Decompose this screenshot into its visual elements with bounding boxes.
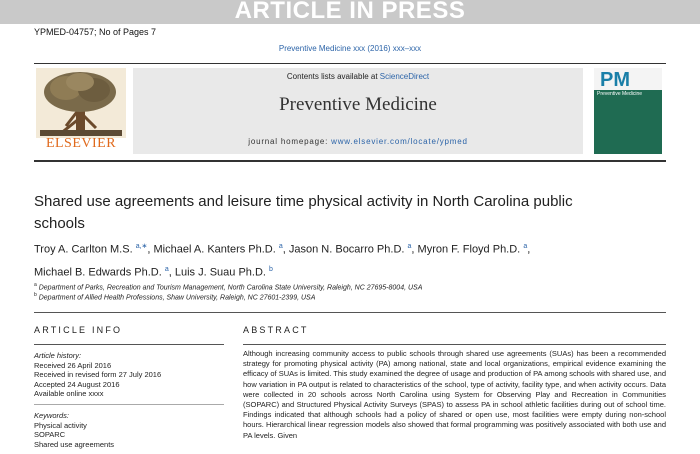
author-marks[interactable]: a xyxy=(164,265,169,273)
author-name[interactable]: Michael A. Kanters Ph.D. xyxy=(153,243,276,256)
author-list: Troy A. Carlton M.S. $^{a,∗}$, Michael A. Kanters Ph.D. $^a$, Jason N. Bocarro Ph.D. $^a$, Myron F. Floyd Ph.D. $^a$, Michael B. Edwards Ph.D. $^a$, Luis J. Suau Ph.D. $^b$ xyxy=(34,243,531,279)
author-marks[interactable]: b xyxy=(269,265,273,273)
journal-homepage xyxy=(133,137,583,146)
sciencedirect-link[interactable]: ScienceDirect xyxy=(379,72,430,81)
article-history xyxy=(34,351,224,399)
header-rule-bottom xyxy=(34,160,666,162)
banner-title: ARTICLE IN PRESS xyxy=(234,0,466,24)
keywords-label: Keywords: xyxy=(34,411,70,420)
affiliation-text: Department of Allied Health Professions, Shaw University, Raleigh, NC 27601-2399, USA xyxy=(38,294,316,302)
author-marks[interactable]: a xyxy=(407,243,412,250)
history-item: Received 26 April 2016 xyxy=(34,360,112,370)
affiliation-mark: b xyxy=(34,292,37,298)
affiliation-text: Department of Parks, Recreation and Tourism Management, North Carolina State University, Raleigh, NC 27695-8004, USA xyxy=(38,284,423,292)
contents-line xyxy=(133,72,583,81)
author-marks[interactable]: a xyxy=(523,243,528,250)
keywords-list xyxy=(34,411,224,449)
article-id: YPMED-04757; No of Pages 7 xyxy=(34,27,157,37)
author-name[interactable]: Jason N. Bocarro Ph.D. xyxy=(288,243,405,256)
journal-name: Preventive Medicine xyxy=(279,94,437,115)
affiliation-rule xyxy=(34,312,666,313)
cover-journal-label: Preventive Medicine xyxy=(597,91,643,97)
author-name[interactable]: Troy A. Carlton M.S. xyxy=(34,243,133,256)
contents-prefix: Contents lists available at xyxy=(286,72,380,81)
journal-citation[interactable]: Preventive Medicine xxx (2016) xxx–xxx xyxy=(278,44,422,53)
paper-title: Shared use agreements and leisure time physical activity in North Carolina public schools xyxy=(34,193,573,232)
keywords-rule xyxy=(34,404,224,405)
journal-cover-thumbnail[interactable] xyxy=(594,68,662,154)
article-info-rule xyxy=(34,344,224,345)
history-item: Received in revised form 27 July 2016 xyxy=(34,370,162,379)
article-info-heading: ARTICLE INFO xyxy=(34,325,123,335)
author-name[interactable]: Luis J. Suau Ph.D. xyxy=(174,266,266,279)
author-marks[interactable]: a,∗ xyxy=(135,243,148,250)
affiliation-mark: a xyxy=(34,282,37,288)
author-name[interactable]: Myron F. Floyd Ph.D. xyxy=(417,243,521,256)
keyword-item: Physical activity xyxy=(34,420,87,430)
history-item: Accepted 24 August 2016 xyxy=(34,379,120,389)
homepage-prefix: journal homepage: xyxy=(248,137,332,146)
history-label: Article history: xyxy=(34,351,82,360)
author-name[interactable]: Michael B. Edwards Ph.D. xyxy=(34,266,162,279)
author-marks[interactable]: a xyxy=(278,243,283,250)
abstract-body: Although increasing community access to public schools through shared use agreements (SUAs) has been a recommended strategy for promoting physical activity (PA) among national, state and local organizations, empirical evidence examining the efficacy of SUAs is limited. This study examined the degree of usage and production of PA among schools with shared use, and how variation in PA output is related to characteristics of the school, type of activity, facility type, and when activity occurs. Data were collected in 20 schools across North Carolina using System for Observing Play and Recreation in Communities (SOPARC) and Structured Physical Activity Surveys (SPAS) to assess PA in school athletic facilities during out of school time. Findings indicated that although schools had a policy of shared or open use, most facilities were empty during non-school hours. Hierarchical linear regression models also showed that formal programming was positively associated with both use and PA levels. Given xyxy=(243,349,666,440)
affiliation-b xyxy=(34,292,315,301)
elsevier-tree-icon xyxy=(36,68,126,138)
abstract-rule xyxy=(243,344,666,345)
history-item: Available online xxxx xyxy=(34,389,104,398)
homepage-url-link[interactable]: www.elsevier.com/locate/ypmed xyxy=(331,137,468,146)
header-rule-top xyxy=(34,63,666,64)
keyword-item: SOPARC xyxy=(34,430,66,439)
elsevier-wordmark: ELSEVIER xyxy=(45,136,117,151)
keyword-item: Shared use agreements xyxy=(34,439,115,449)
cover-pm-logo: PM xyxy=(600,69,630,91)
abstract-heading: ABSTRACT xyxy=(243,325,309,335)
affiliation-a xyxy=(34,282,422,291)
